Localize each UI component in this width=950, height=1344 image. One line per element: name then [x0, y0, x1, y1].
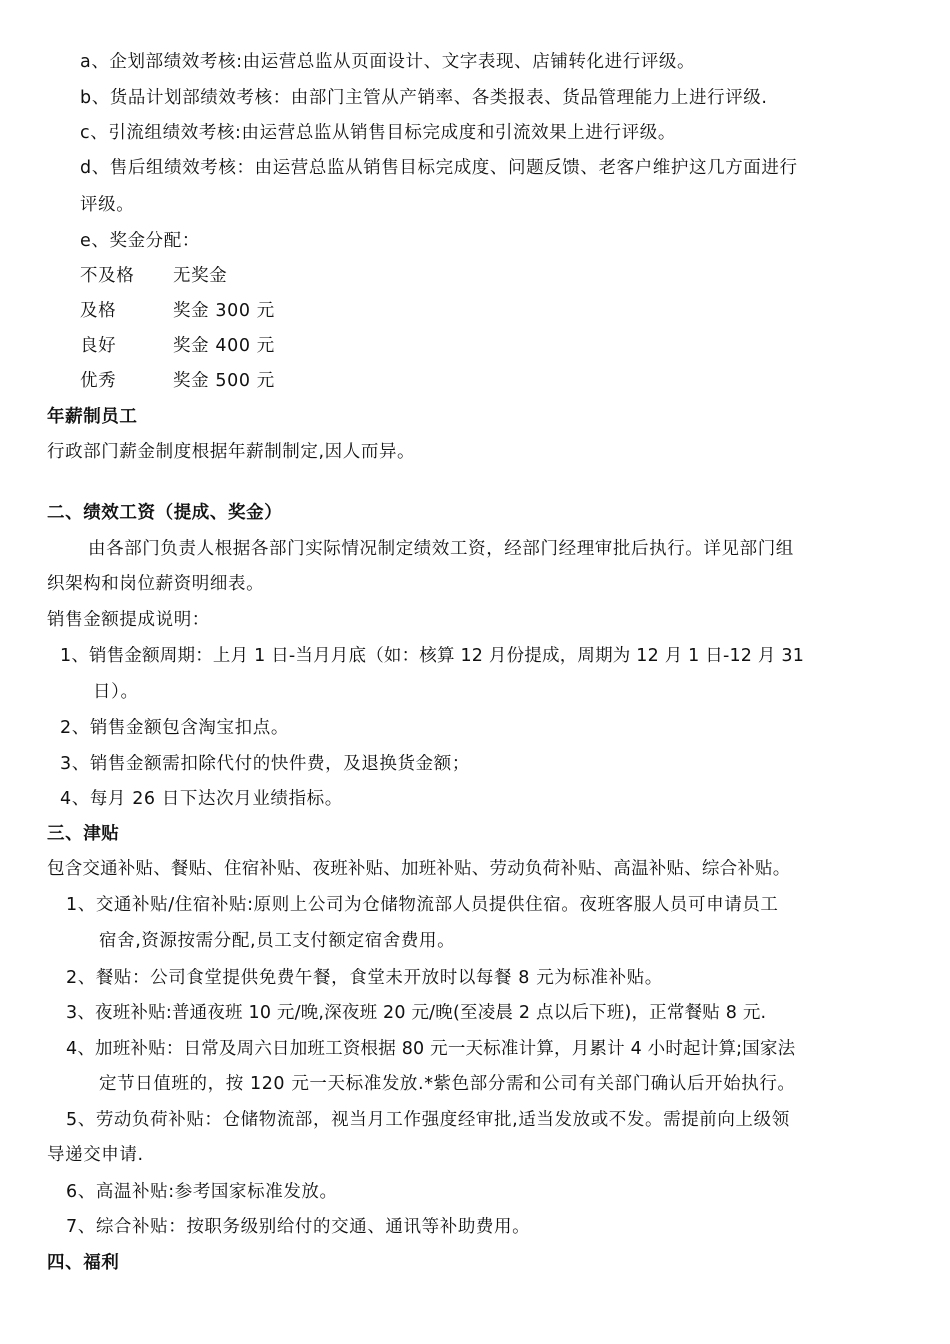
sales-item-1-cont: 日）。 — [93, 682, 139, 702]
item-c: c、引流组绩效考核:由运营总监从销售目标完成度和引流效果上进行评级。 — [80, 123, 676, 143]
item-b: b、货品计划部绩效考核：由部门主管从产销率、各类报表、货品管理能力上进行评级. — [80, 88, 768, 108]
allowance-item-5-cont: 导递交申请. — [47, 1145, 144, 1165]
allowance-item-6: 6、高温补贴:参考国家标准发放。 — [66, 1182, 338, 1202]
sales-item-3: 3、销售金额需扣除代付的快件费，及退换货金额； — [60, 754, 470, 774]
allowance-item-2: 2、餐贴：公司食堂提供免费午餐，食堂未开放时以每餐 8 元为标准补贴。 — [66, 968, 663, 988]
annual-text: 行政部门薪金制度根据年薪制制定,因人而异。 — [47, 442, 416, 462]
section-2-para-line: 织架构和岗位薪资明细表。 — [47, 574, 265, 594]
sales-item-4: 4、每月 26 日下达次月业绩指标。 — [60, 789, 343, 809]
section-4-heading: 四、福利 — [47, 1253, 120, 1273]
allowance-item-7: 7、综合补贴：按职务级别给付的交通、通讯等补助费用。 — [66, 1217, 531, 1237]
bonus-grade: 优秀 — [80, 371, 117, 391]
bonus-amount: 奖金 500 元 — [173, 371, 275, 391]
allowance-item-4: 4、加班补贴：日常及周六日加班工资根据 80 元一天标准计算，月累计 4 小时起计算;国家法 — [66, 1039, 796, 1059]
bonus-grade: 良好 — [80, 336, 117, 356]
allowance-intro: 包含交通补贴、餐贴、住宿补贴、夜班补贴、加班补贴、劳动负荷补贴、高温补贴、综合补贴。 — [47, 859, 791, 879]
item-d-cont: 评级。 — [80, 195, 135, 215]
bonus-amount: 奖金 300 元 — [173, 301, 275, 321]
bonus-amount: 无奖金 — [173, 266, 228, 286]
allowance-item-4-cont: 定节日值班的，按 120 元一天标准发放.*紫色部分需和公司有关部门确认后开始执行。 — [99, 1074, 796, 1094]
item-e: e、奖金分配： — [80, 231, 200, 251]
section-2-heading: 二、绩效工资（提成、奖金） — [47, 503, 283, 523]
sales-item-1: 1、销售金额周期：上月 1 日-当月月底（如：核算 12 月份提成，周期为 12 月 1 日-12 月 31 — [60, 646, 805, 666]
allowance-item-5: 5、劳动负荷补贴：仓储物流部，视当月工作强度经审批,适当发放或不发。需提前向上级领 — [66, 1110, 790, 1130]
section-2-para-line: 由各部门负责人根据各部门实际情况制定绩效工资，经部门经理审批后执行。详见部门组 — [88, 539, 794, 559]
allowance-item-1-cont: 宿舍,资源按需分配,员工支付额定宿舍费用。 — [99, 931, 456, 951]
allowance-item-1: 1、交通补贴/住宿补贴:原则上公司为仓储物流部人员提供住宿。夜班客服人员可申请员工 — [66, 895, 779, 915]
sales-item-2: 2、销售金额包含淘宝扣点。 — [60, 718, 289, 738]
bonus-grade: 及格 — [80, 301, 117, 321]
item-a: a、企划部绩效考核:由运营总监从页面设计、文字表现、店铺转化进行评级。 — [80, 52, 696, 72]
bonus-grade: 不及格 — [80, 266, 135, 286]
item-d: d、售后组绩效考核：由运营总监从销售目标完成度、问题反馈、老客户维护这几方面进行 — [80, 158, 798, 178]
section-3-heading: 三、津贴 — [47, 824, 120, 844]
allowance-item-3: 3、夜班补贴:普通夜班 10 元/晚,深夜班 20 元/晚(至凌晨 2 点以后下班)，正常餐贴 8 元. — [66, 1003, 767, 1023]
annual-heading: 年薪制员工 — [47, 407, 138, 427]
sales-title: 销售金额提成说明： — [47, 610, 210, 630]
bonus-amount: 奖金 400 元 — [173, 336, 275, 356]
